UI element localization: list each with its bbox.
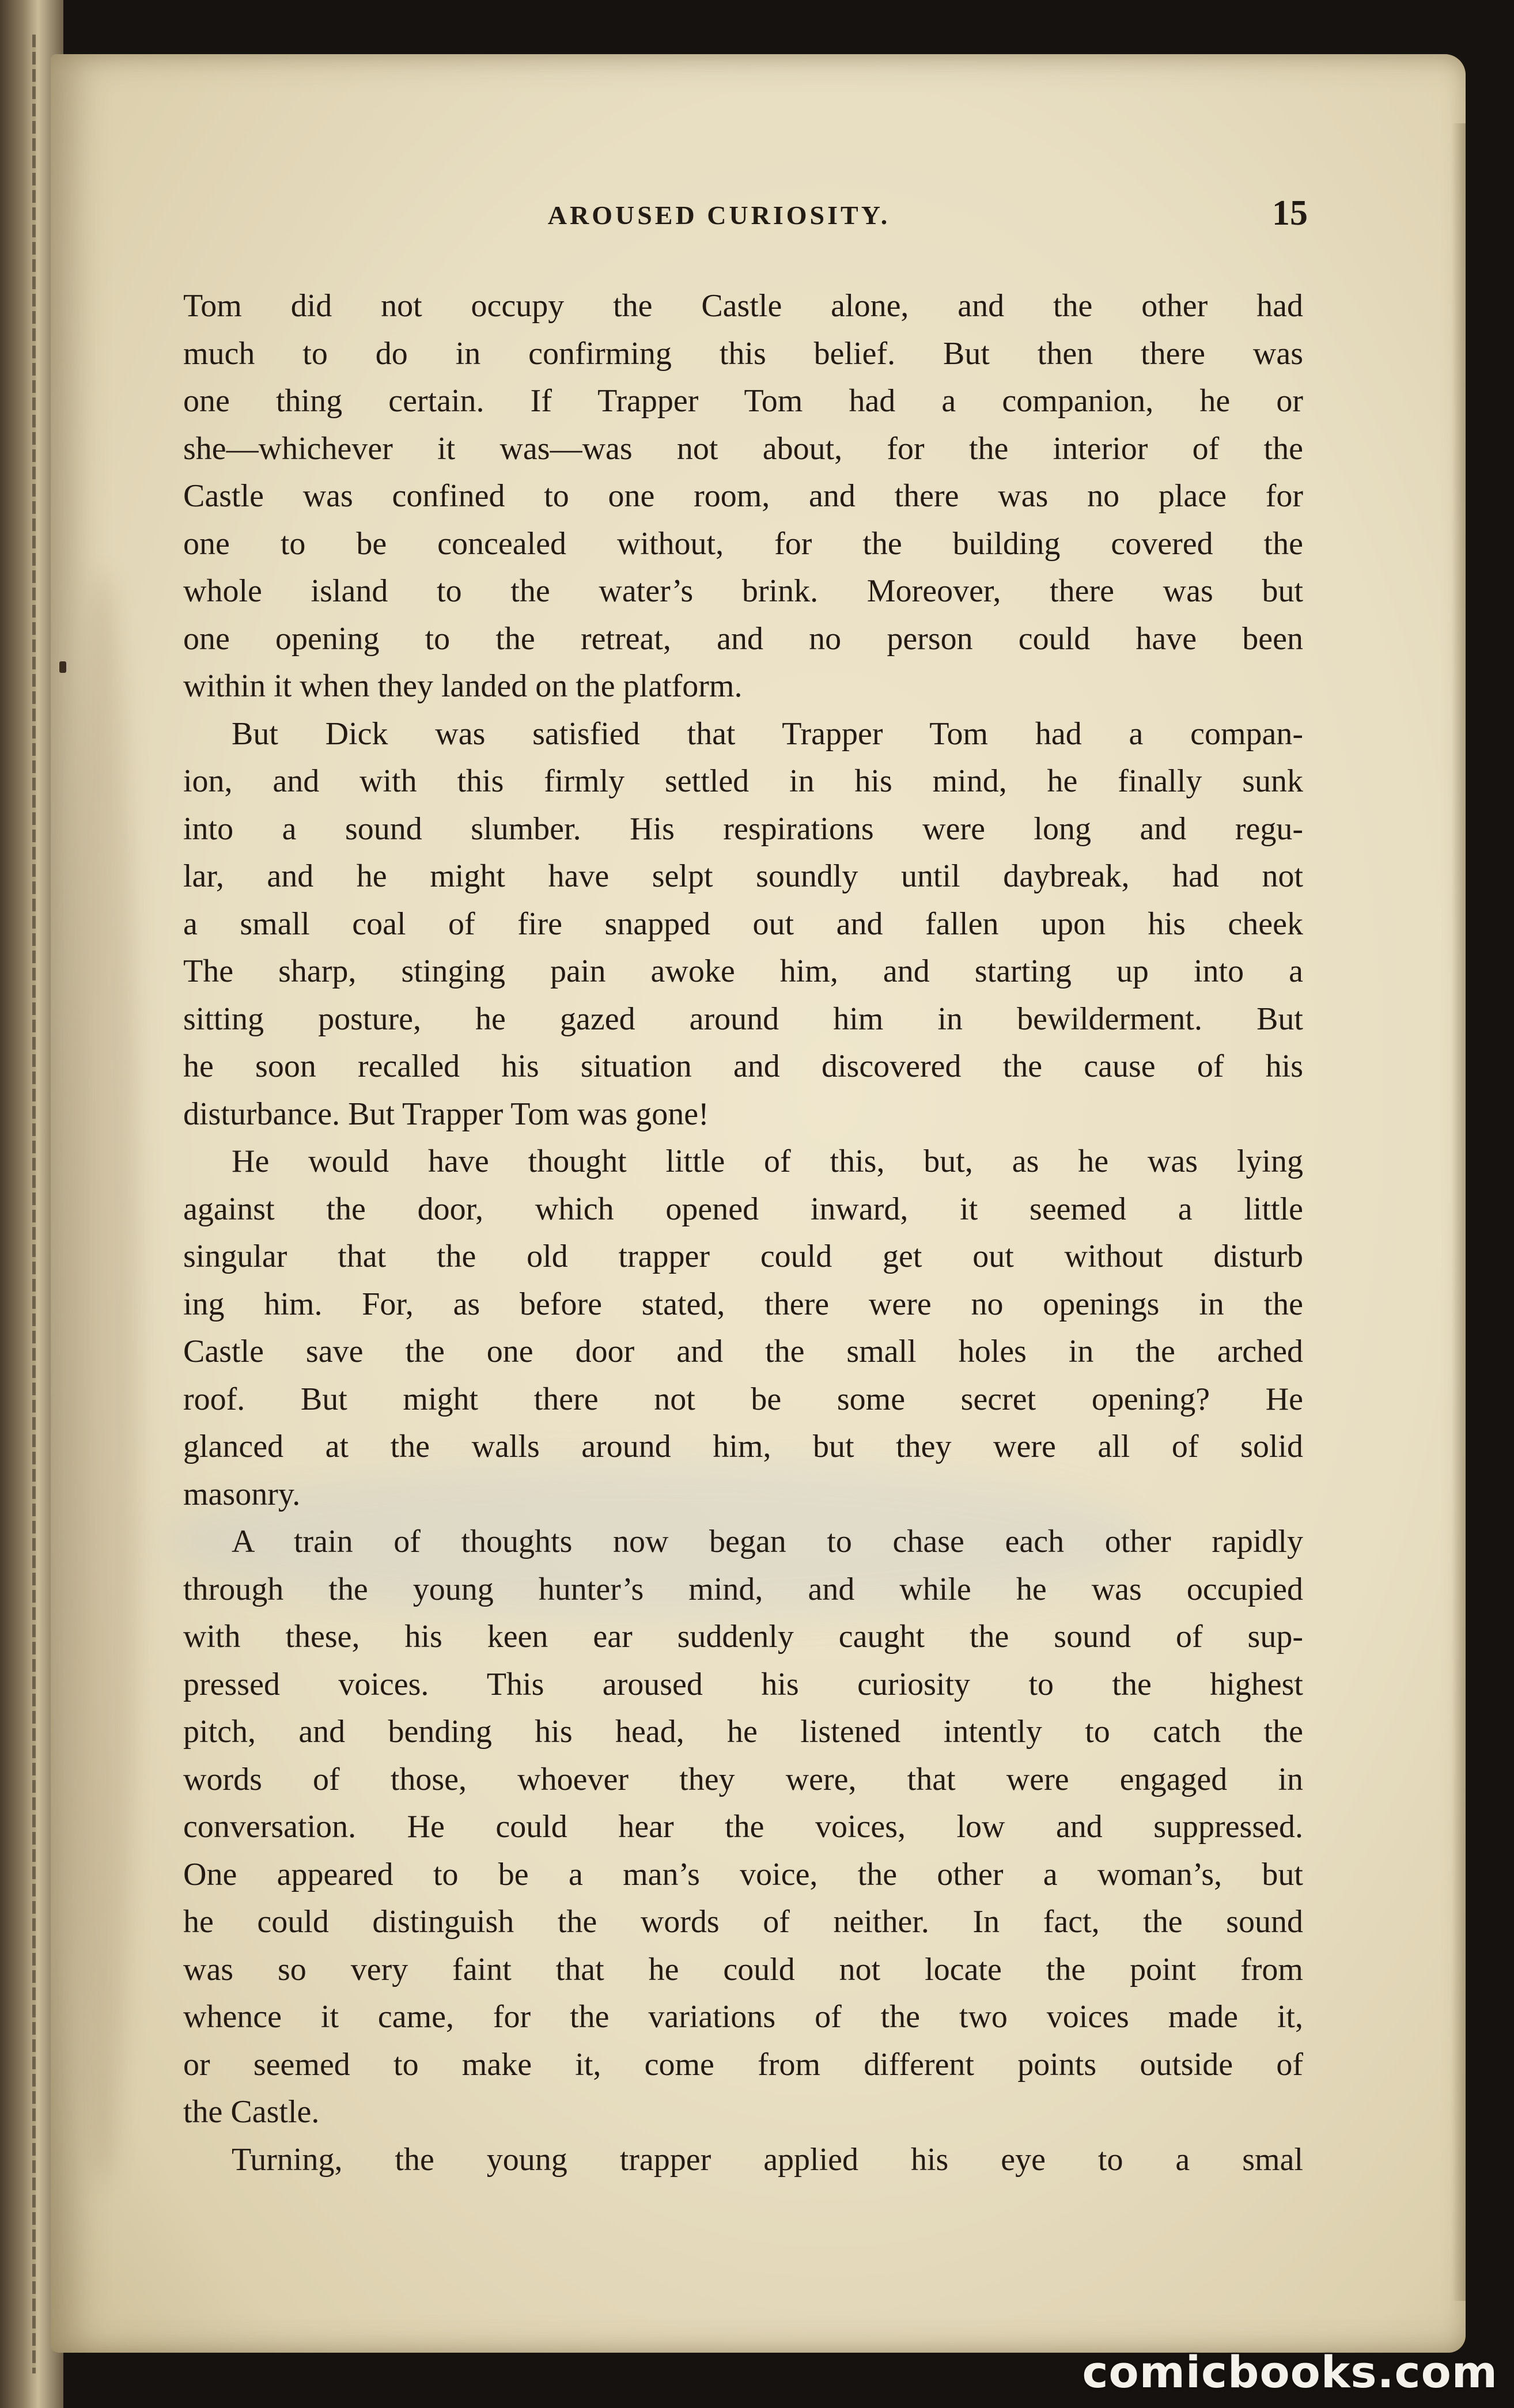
text-line: she—whichever it was—was not about, for the interior of the — [183, 430, 1303, 467]
text-line: pressed voices. This aroused his curiosity to the highest — [183, 1666, 1303, 1702]
text-line: into a sound slumber. His respirations were long and regu- — [183, 811, 1303, 847]
binding-thread — [32, 35, 36, 2373]
text-line: Turning, the young trapper applied his eye to a smal — [232, 2141, 1303, 2178]
text-line: But Dick was satisfied that Trapper Tom had a compan- — [232, 715, 1303, 752]
text-line: much to do in confirming this belief. But then there was — [183, 335, 1303, 372]
text-line: against the door, which opened inward, it seemed a little — [183, 1191, 1303, 1227]
text-line: he could distinguish the words of neither. In fact, the sound — [183, 1904, 1303, 1940]
text-line: The sharp, stinging pain awoke him, and starting up into a — [183, 953, 1303, 989]
text-line: with these, his keen ear suddenly caught the sound of sup- — [183, 1619, 1303, 1654]
text-line: one to be concealed without, for the building covered the — [183, 525, 1303, 562]
body-text — [183, 282, 1303, 2183]
text-line: whence it came, for the variations of the two voices made it, — [183, 1999, 1303, 2035]
text-line: roof. But might there not be some secret opening? He — [183, 1381, 1303, 1417]
page-edge-shading — [1452, 123, 1466, 2301]
text-line: through the young hunter’s mind, and while he was occupied — [183, 1571, 1303, 1607]
running-header — [130, 193, 1308, 245]
text-line: the Castle. — [183, 2094, 320, 2130]
text-line: a small coal of fire snapped out and fallen upon his cheek — [183, 906, 1303, 942]
text-line: lar, and he might have selpt soundly until daybreak, had not — [183, 858, 1303, 894]
text-line: Castle was confined to one room, and there was no place for — [183, 478, 1303, 514]
text-line: sitting posture, he gazed around him in bewilderment. But — [183, 1001, 1303, 1037]
text-line: He would have thought little of this, but, as he was lying — [232, 1144, 1303, 1179]
margin-ink-mark — [59, 661, 66, 673]
site-watermark: comicbooks.com — [1082, 2346, 1498, 2398]
text-line: Castle save the one door and the small holes in the arched — [183, 1334, 1303, 1369]
text-line: ing him. For, as before stated, there were no openings in the — [183, 1286, 1303, 1322]
text-line: glanced at the walls around him, but they were all of solid — [183, 1429, 1303, 1464]
text-line: ion, and with this firmly settled in his mind, he finally sunk — [183, 763, 1303, 799]
text-line: pitch, and bending his head, he listened intently to catch the — [183, 1714, 1303, 1750]
chapter-running-title: AROUSED CURIOSITY. — [547, 200, 891, 230]
text-line: singular that the old trapper could get out without disturb — [183, 1239, 1303, 1274]
text-line: Tom did not occupy the Castle alone, and the other had — [183, 288, 1303, 324]
gutter-shadow — [68, 573, 137, 2186]
page-number: 15 — [1272, 194, 1308, 233]
text-line: conversation. He could hear the voices, low and suppressed. — [183, 1809, 1303, 1845]
text-line: words of those, whoever they were, that were engaged in — [183, 1761, 1303, 1797]
text-line: within it when they landed on the platform. — [183, 668, 743, 704]
text-line: one opening to the retreat, and no person could have been — [183, 620, 1303, 657]
text-line: was so very faint that he could not locate the point from — [183, 1951, 1303, 1987]
text-line: he soon recalled his situation and discovered the cause of his — [183, 1048, 1303, 1084]
text-line: disturbance. But Trapper Tom was gone! — [183, 1096, 709, 1132]
text-line: masonry. — [183, 1476, 301, 1512]
text-line: whole island to the water’s brink. Moreover, there was but — [183, 573, 1303, 609]
text-line: or seemed to make it, come from different points outside of — [183, 2046, 1303, 2083]
text-line: one thing certain. If Trapper Tom had a companion, he or — [183, 383, 1303, 419]
text-line: One appeared to be a man’s voice, the other a woman’s, but — [183, 1856, 1303, 1892]
text-line: A train of thoughts now began to chase each other rapidly — [232, 1524, 1303, 1559]
